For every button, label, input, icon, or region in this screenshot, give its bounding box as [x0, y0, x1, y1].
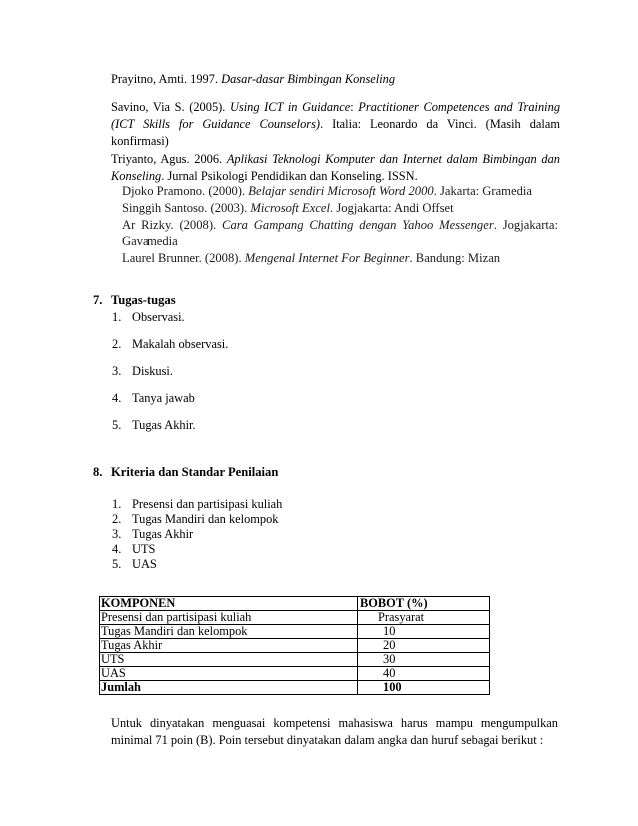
grading-table — [99, 596, 490, 695]
section-number: 8. — [93, 465, 103, 479]
total-label: Jumlah — [100, 681, 358, 695]
table-cell: 10 — [358, 625, 490, 639]
table-cell: Tugas Mandiri dan kelompok — [100, 625, 358, 639]
item-number: 5. — [112, 557, 122, 571]
ref-author: Prayitno, Amti. 1997. — [111, 72, 222, 86]
section-title: Kriteria dan Standar Penilaian — [111, 465, 279, 479]
item-text: Tugas Mandiri dan kelompok — [132, 512, 279, 526]
header-bobot: BOBOT (%) — [358, 597, 490, 611]
ref-sep: : — [350, 100, 359, 114]
table-cell: 20 — [358, 639, 490, 653]
ref-publisher: . Jogjakarta: Gava — [122, 218, 558, 248]
item-text: Tugas Akhir — [132, 527, 194, 541]
ref-title: Aplikasi Teknologi Komputer dan Internet dalam Bimbingan dan Konseling — [111, 152, 560, 183]
list-item — [112, 542, 155, 557]
item-number: 2. — [112, 337, 122, 351]
item-number: 1. — [112, 497, 122, 511]
section-title: Tugas-tugas — [111, 293, 176, 307]
ref-publisher: . Bandung: Mizan — [409, 251, 501, 265]
ref-ar-rizky — [122, 217, 558, 249]
item-text: UAS — [132, 557, 157, 571]
list-item — [112, 337, 228, 352]
list-item — [112, 497, 282, 512]
item-text: Diskusi. — [132, 364, 173, 378]
section7-heading — [93, 293, 176, 308]
list-item — [112, 364, 173, 379]
ref-triyanto — [111, 151, 560, 185]
table-row — [100, 653, 490, 667]
ref-author: Djoko Pramono. (2000). — [122, 184, 249, 198]
item-number: 4. — [112, 542, 122, 556]
ref-author: Singgih Santoso. (2003). — [122, 201, 251, 215]
table-row — [100, 667, 490, 681]
list-item — [112, 557, 157, 572]
table-row — [100, 639, 490, 653]
list-item — [112, 527, 193, 542]
table-cell: 30 — [358, 653, 490, 667]
item-number: 3. — [112, 527, 122, 541]
closing-paragraph: Untuk dinyatakan menguasai kompetensi mahasiswa harus mampu mengumpulkan minimal 71 poin (B). Poin tersebut dinyatakan dalam angka dan huruf sebagai berikut : — [111, 716, 558, 747]
ref-savino — [111, 99, 560, 150]
item-text: Presensi dan partisipasi kuliah — [132, 497, 283, 511]
total-value: 100 — [358, 681, 490, 695]
ref-title: Cara Gampang Chatting dengan Yahoo Messenger — [222, 218, 494, 232]
header-komponen: KOMPONEN — [100, 597, 358, 611]
section-number: 7. — [93, 293, 103, 307]
ref-laurel — [122, 250, 500, 266]
table-cell: 40 — [358, 667, 490, 681]
ref-title: Mengenal Internet For Beginner — [244, 251, 410, 265]
item-number: 1. — [112, 310, 122, 324]
ref-publisher: . Italia: Leonardo da Vinci. (Masih dalam konfirmasi) — [111, 117, 560, 148]
table-total-row — [100, 681, 490, 695]
list-item — [112, 512, 279, 527]
item-text: Makalah observasi. — [132, 337, 229, 351]
ref-singgih — [122, 200, 454, 216]
ref-author: Savino, Via S. (2005). — [111, 100, 230, 114]
ref-publisher: . Jurnal Psikologi Pendidikan dan Konseling. ISSN. — [161, 169, 418, 183]
list-item — [112, 310, 185, 325]
table-cell: Tugas Akhir — [100, 639, 358, 653]
table-cell: UTS — [100, 653, 358, 667]
item-number: 4. — [112, 391, 122, 405]
list-item — [112, 391, 195, 406]
table-row — [100, 625, 490, 639]
list-item — [112, 418, 196, 433]
ref-ar-rizky-cont: media — [147, 234, 178, 248]
item-text: Observasi. — [132, 310, 185, 324]
item-number: 3. — [112, 364, 122, 378]
table-cell: UAS — [100, 667, 358, 681]
item-text: Tanya jawab — [132, 391, 195, 405]
table-row — [100, 611, 490, 625]
ref-author: Triyanto, Agus. 2006. — [111, 152, 227, 166]
item-number: 2. — [112, 512, 122, 526]
table-cell: Prasyarat — [358, 611, 490, 625]
ref-djoko — [122, 183, 532, 199]
section8-heading — [93, 465, 278, 480]
ref-title: Microsoft Excel — [250, 201, 331, 215]
table-cell: Presensi dan partisipasi kuliah — [100, 611, 358, 625]
ref-title: Using ICT in Guidance — [229, 100, 351, 114]
ref-author: Laurel Brunner. (2008). — [122, 251, 245, 265]
ref-publisher: . Jakarta: Gramedia — [433, 184, 532, 198]
table-header-row — [100, 597, 490, 611]
item-text: Tugas Akhir. — [132, 418, 196, 432]
item-number: 5. — [112, 418, 122, 432]
ref-author: Ar Rizky. (2008). — [122, 218, 223, 232]
item-text: UTS — [132, 542, 156, 556]
ref-title: Belajar sendiri Microsoft Word 2000 — [248, 184, 434, 198]
ref-publisher: . Jogjakarta: Andi Offset — [330, 201, 454, 215]
ref-title: Dasar-dasar Bimbingan Konseling — [221, 72, 396, 86]
ref-subtitle: Practitioner Competences and Training (ICT Skills for Guidance Counselors) — [111, 100, 561, 131]
ref-prayitno — [111, 71, 395, 88]
